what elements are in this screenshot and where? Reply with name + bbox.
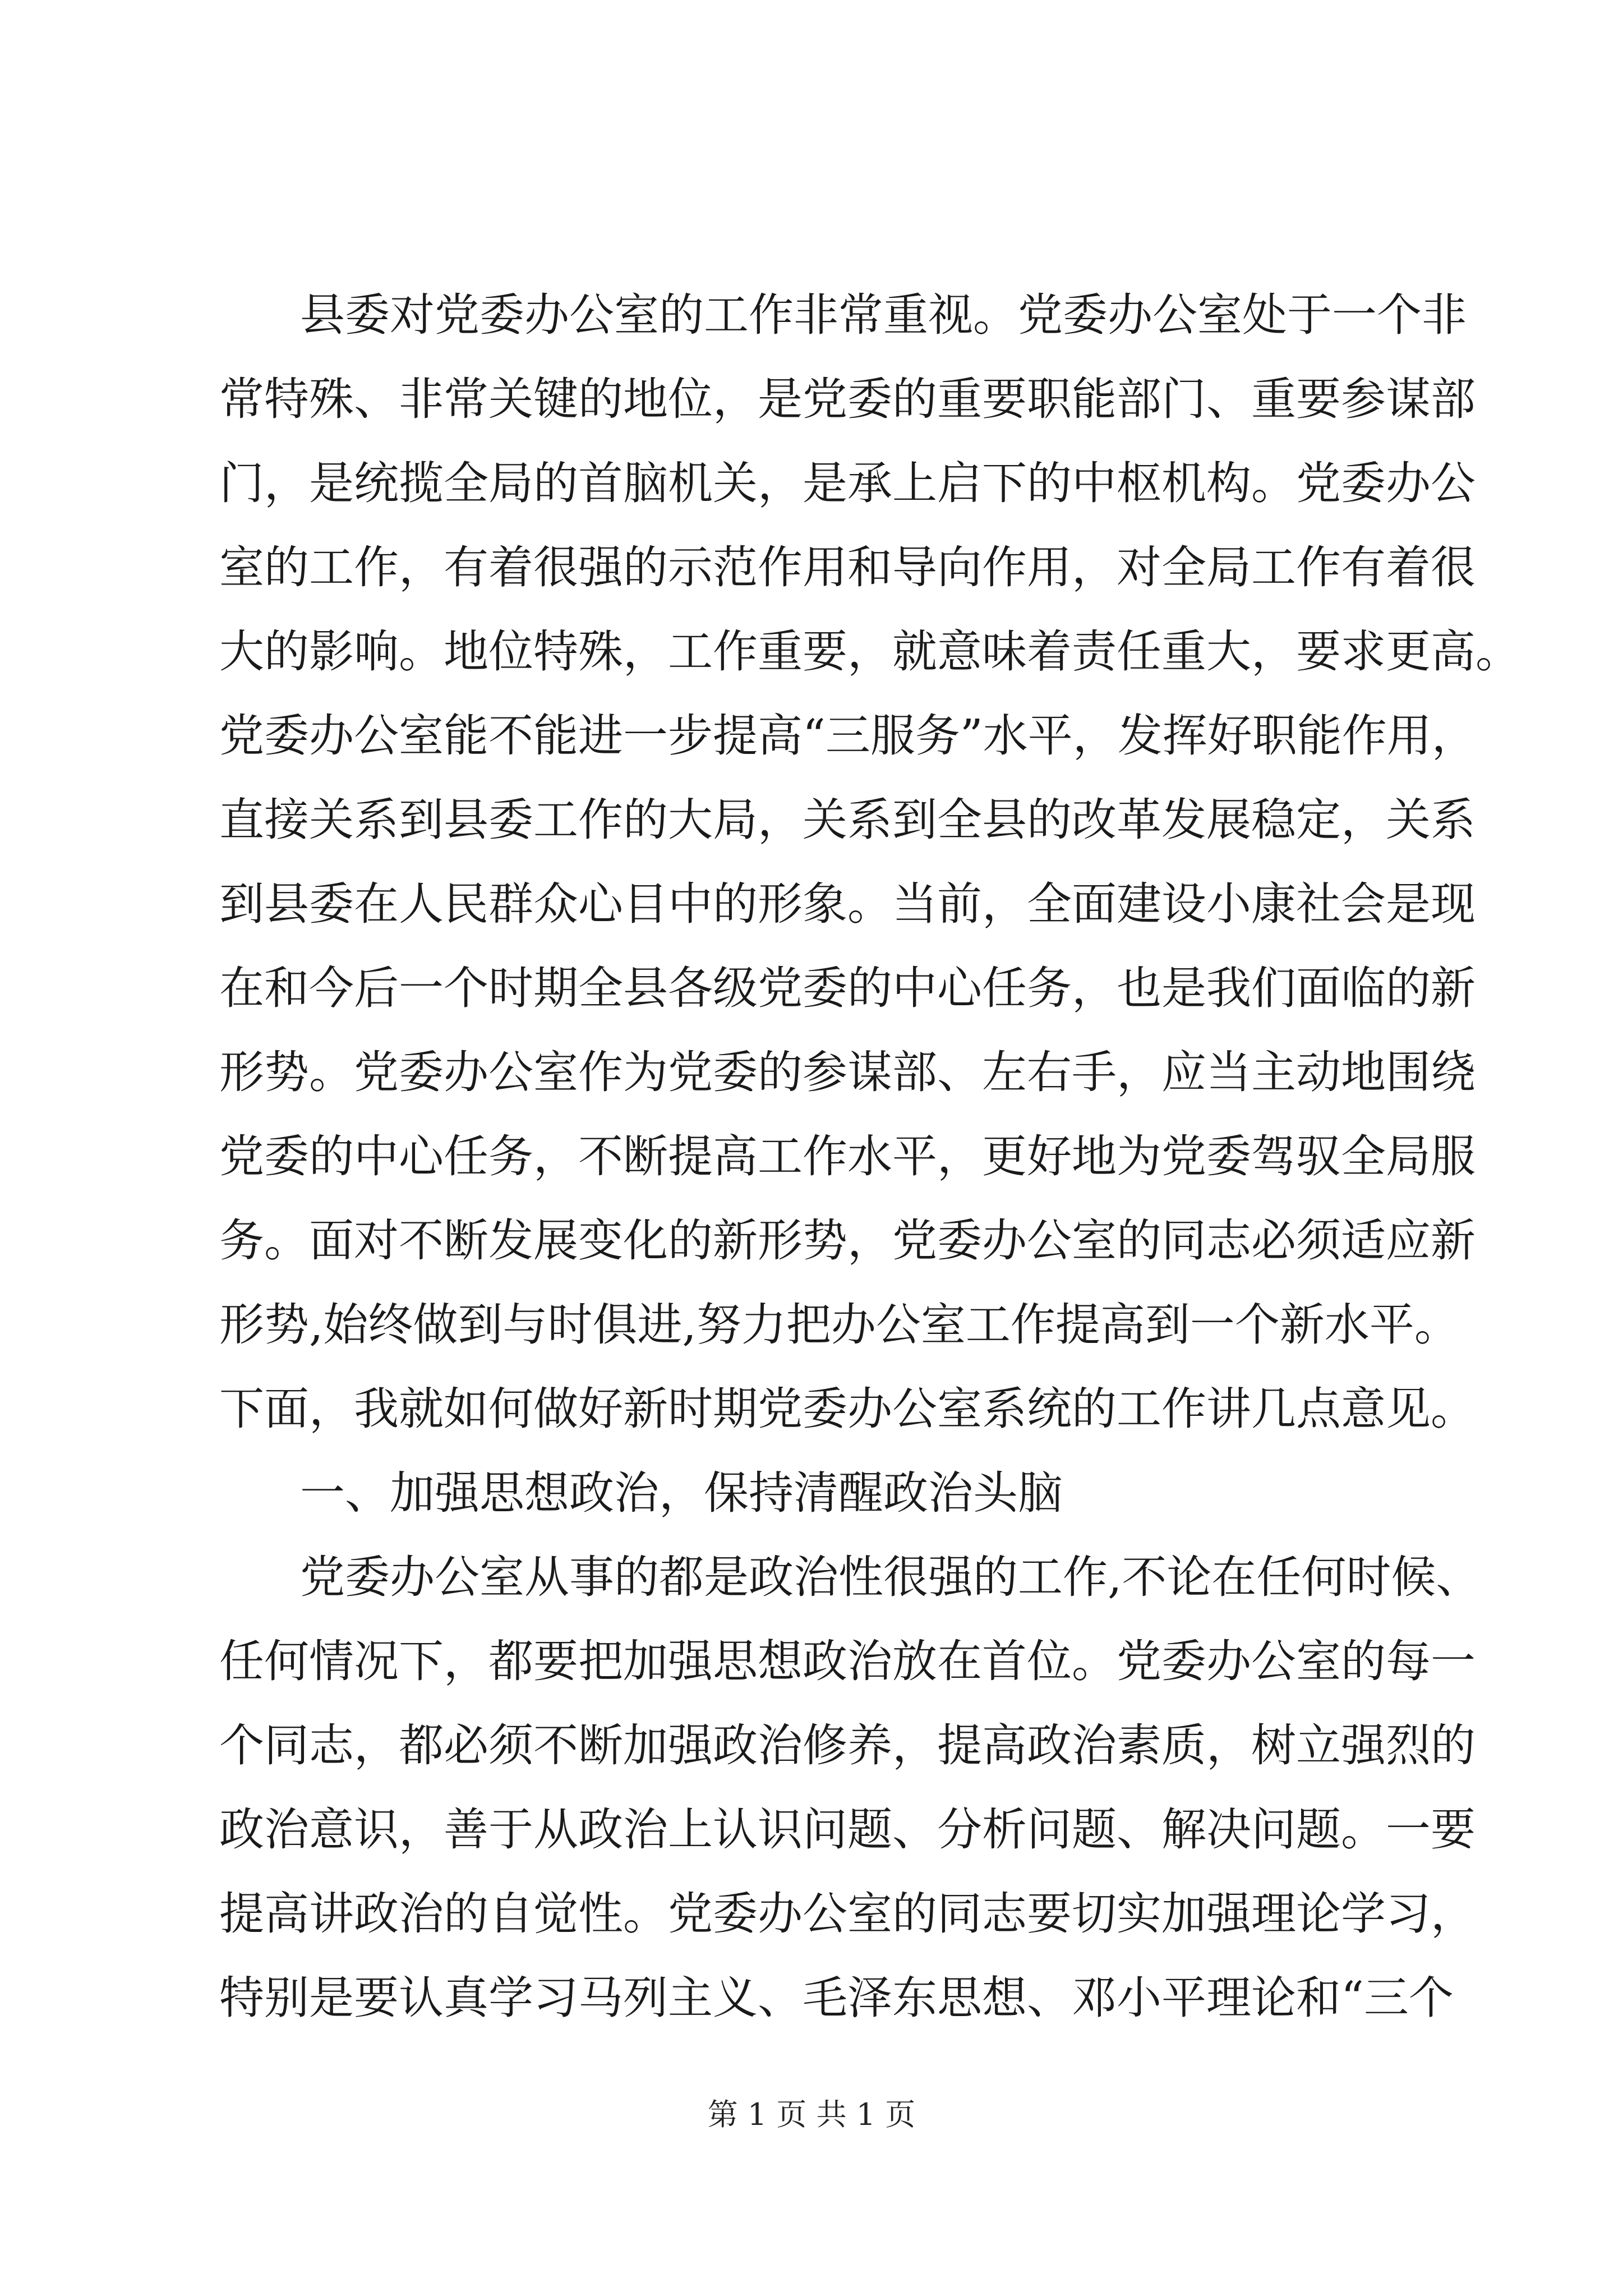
body-text-line: 特别是要认真学习马列主义、毛泽东思想、邓小平理论和“三个	[219, 1972, 1454, 2024]
body-text-line: 党委的中心任务，不断提高工作水平，更好地为党委驾驭全局服	[219, 1130, 1476, 1182]
body-text-line: 个同志，都必须不断加强政治修养，提高政治素质，树立强烈的	[219, 1719, 1476, 1772]
section-heading: 一、加强思想政治，保持清醒政治头脑	[300, 1467, 1063, 1519]
body-text-line: 门，是统揽全局的首脑机关，是承上启下的中枢机构。党委办公	[219, 457, 1476, 509]
body-text-line: 直接关系到县委工作的大局，关系到全县的改革发展稳定，关系	[219, 794, 1476, 846]
body-text-line: 到县委在人民群众心目中的形象。当前，全面建设小康社会是现	[219, 878, 1476, 930]
body-text-line: 常特殊、非常关键的地位，是党委的重要职能部门、重要参谋部	[219, 373, 1476, 425]
body-text-line: 党委办公室能不能进一步提高“三服务”水平，发挥好职能作用，	[219, 710, 1477, 762]
page-footer: 第 1 页 共 1 页	[707, 2097, 916, 2132]
body-text-line: 务。面对不断发展变化的新形势，党委办公室的同志必须适应新	[219, 1214, 1476, 1267]
body-text-line: 室的工作，有着很强的示范作用和导向作用，对全局工作有着很	[219, 541, 1476, 593]
body-text-line: 政治意识，善于从政治上认识问题、分析问题、解决问题。一要	[219, 1803, 1476, 1856]
body-text-line: 大的影响。地位特殊，工作重要，就意味着责任重大，要求更高。	[219, 625, 1520, 678]
body-text-line: 县委对党委办公室的工作非常重视。党委办公室处于一个非	[300, 289, 1467, 341]
body-text-line: 形势,始终做到与时俱进,努力把办公室工作提高到一个新水平。	[219, 1299, 1459, 1351]
body-text-line: 党委办公室从事的都是政治性很强的工作,不论在任何时候、	[300, 1551, 1481, 1603]
body-text-line: 下面，我就如何做好新时期党委办公室系统的工作讲几点意见。	[219, 1383, 1476, 1435]
body-text-line: 形势。党委办公室作为党委的参谋部、左右手，应当主动地围绕	[219, 1046, 1476, 1098]
body-text-line: 任何情况下，都要把加强思想政治放在首位。党委办公室的每一	[219, 1635, 1476, 1687]
body-text-line: 提高讲政治的自觉性。党委办公室的同志要切实加强理论学习，	[219, 1888, 1476, 1940]
body-text-line: 在和今后一个时期全县各级党委的中心任务，也是我们面临的新	[219, 962, 1476, 1014]
